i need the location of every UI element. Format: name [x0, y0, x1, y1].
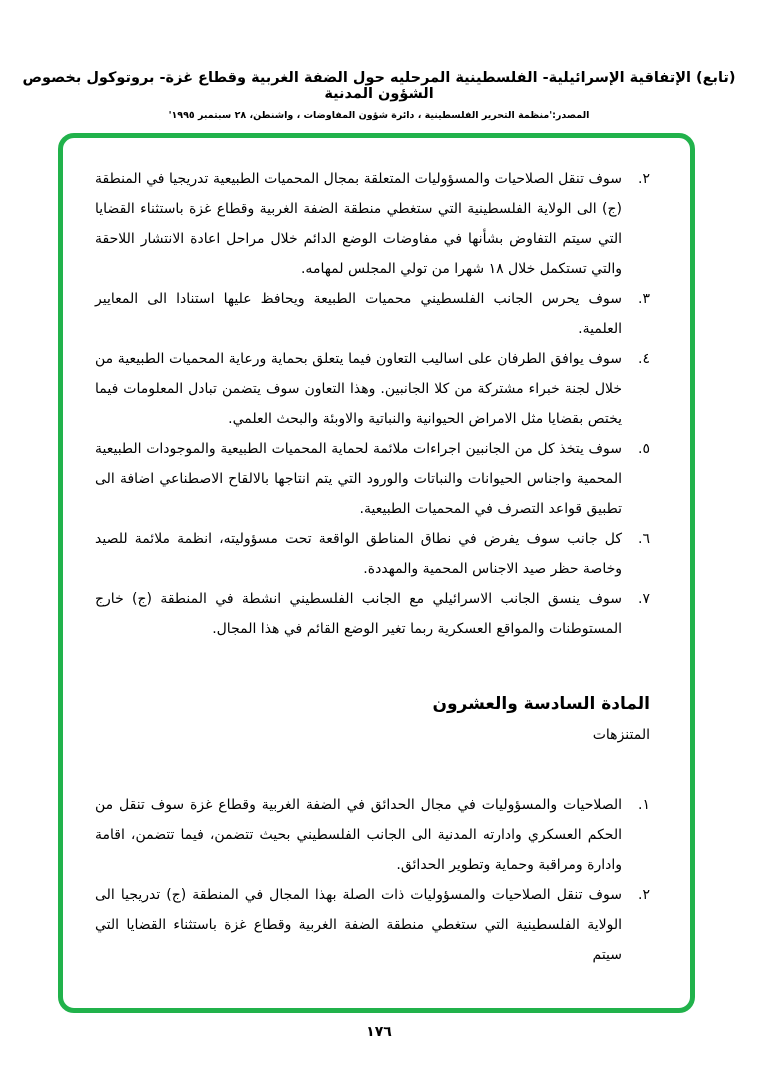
- nature-reserves-clause-list: [95, 164, 650, 644]
- clause-item: [95, 434, 650, 524]
- clause-number: ٦.: [638, 531, 650, 547]
- clause-number: ٧.: [638, 591, 650, 607]
- clause-item: [95, 880, 650, 970]
- content-border-box: [58, 133, 695, 1013]
- clause-text: سوف يتخذ كل من الجانبين اجراءات ملائمة لحماية المحميات الطبيعية والموجودات الطبيعية المحمية واجناس الحيوانات والنباتات والورود التي يتم انتاجها بالالقاح الاصطناعي اضافة الى تطبيق قواعد التصرف في المحميات الطبيعية.: [95, 441, 622, 517]
- clause-item: [95, 284, 650, 344]
- clause-text: سوف تنقل الصلاحيات والمسؤوليات ذات الصلة بهذا المجال في المنطقة (ج) تدريجيا الى الولاية الفلسطينية التي ستغطي منطقة الضفة الغربية وقطاع غزة باستثناء القضايا التي سيتم: [95, 887, 622, 963]
- page-number: ١٧٦: [366, 1024, 392, 1040]
- clause-text: الصلاحيات والمسؤوليات في مجال الحدائق في الضفة الغربية وقطاع غزة سوف تنقل من الحكم العسكري وادارته المدنية الى الجانب الفلسطيني بحيث تتضمن، فيما تتضمن، اقامة وادارة ومراقبة وحماية وتطوير الحدائق.: [95, 797, 622, 873]
- article-subheading: المتنزهات: [592, 727, 650, 743]
- clause-text: سوف تنقل الصلاحيات والمسؤوليات المتعلقة بمجال المحميات الطبيعية تدريجيا في المنطقة (ج) الى الولاية الفلسطينية التي ستغطي منطقة الضفة الغربية وقطاع غزة باستثناء القضايا التي سيتم التفاوض بشأنها في مفاوضات الوضع الدائم خلال مراحل اعادة الانتشار اللاحقة والتي تستكمل خلال ١٨ شهرا من تولي المجلس لمهامه.: [95, 171, 622, 277]
- clause-text: كل جانب سوف يفرض في نطاق المناطق الواقعة تحت مسؤوليته، انظمة ملائمة للصيد وخاصة حظر صيد الاجناس المحمية والمهددة.: [95, 531, 622, 577]
- document-title: (تابع) الإتفاقية الإسرائيلية- الفلسطينية المرحليه حول الضفة الغربية وقطاع غزة- بروتوكول بخصوص الشؤون المدنية: [22, 70, 736, 102]
- clause-text: سوف يحرس الجانب الفلسطيني محميات الطبيعة ويحافظ عليها استنادا الى المعايير العلمية.: [95, 291, 622, 337]
- clause-item: [95, 790, 650, 880]
- clause-number: ٣.: [638, 291, 650, 307]
- clause-number: ٢.: [638, 171, 650, 187]
- document-header: [0, 70, 758, 121]
- box-content: [63, 138, 690, 970]
- clause-number: ٥.: [638, 441, 650, 457]
- clause-number: ٤.: [638, 351, 650, 367]
- clause-text: سوف ينسق الجانب الاسرائيلي مع الجانب الفلسطيني انشطة في المنطقة (ج) خارج المستوطنات والمواقع العسكرية ربما تغير الوضع القائم في هذا المجال.: [95, 591, 622, 637]
- clause-number: ١.: [638, 797, 650, 813]
- clause-item: [95, 524, 650, 584]
- clause-number: ٢.: [638, 887, 650, 903]
- clause-text: سوف يوافق الطرفان على اساليب التعاون فيما يتعلق بحماية ورعاية المحميات الطبيعية من خلال لجنة خبراء مشتركة من كلا الجانبين. وهذا التعاون سوف يتضمن تبادل المعلومات فيما يختص بقضايا مثل الامراض الحيوانية والنباتية والاوبئة والبحث العلمي.: [95, 351, 622, 427]
- parks-clause-list: [95, 790, 650, 970]
- document-source-line: المصدر:'منظمة التحرير الفلسطينية ، دائرة شؤون المفاوضات ، واشنطن، ٢٨ سبتمبر ١٩٩٥': [168, 110, 590, 121]
- article-heading: المادة السادسة والعشرون: [432, 694, 650, 714]
- clause-item: [95, 344, 650, 434]
- clause-item: [95, 164, 650, 284]
- clause-item: [95, 584, 650, 644]
